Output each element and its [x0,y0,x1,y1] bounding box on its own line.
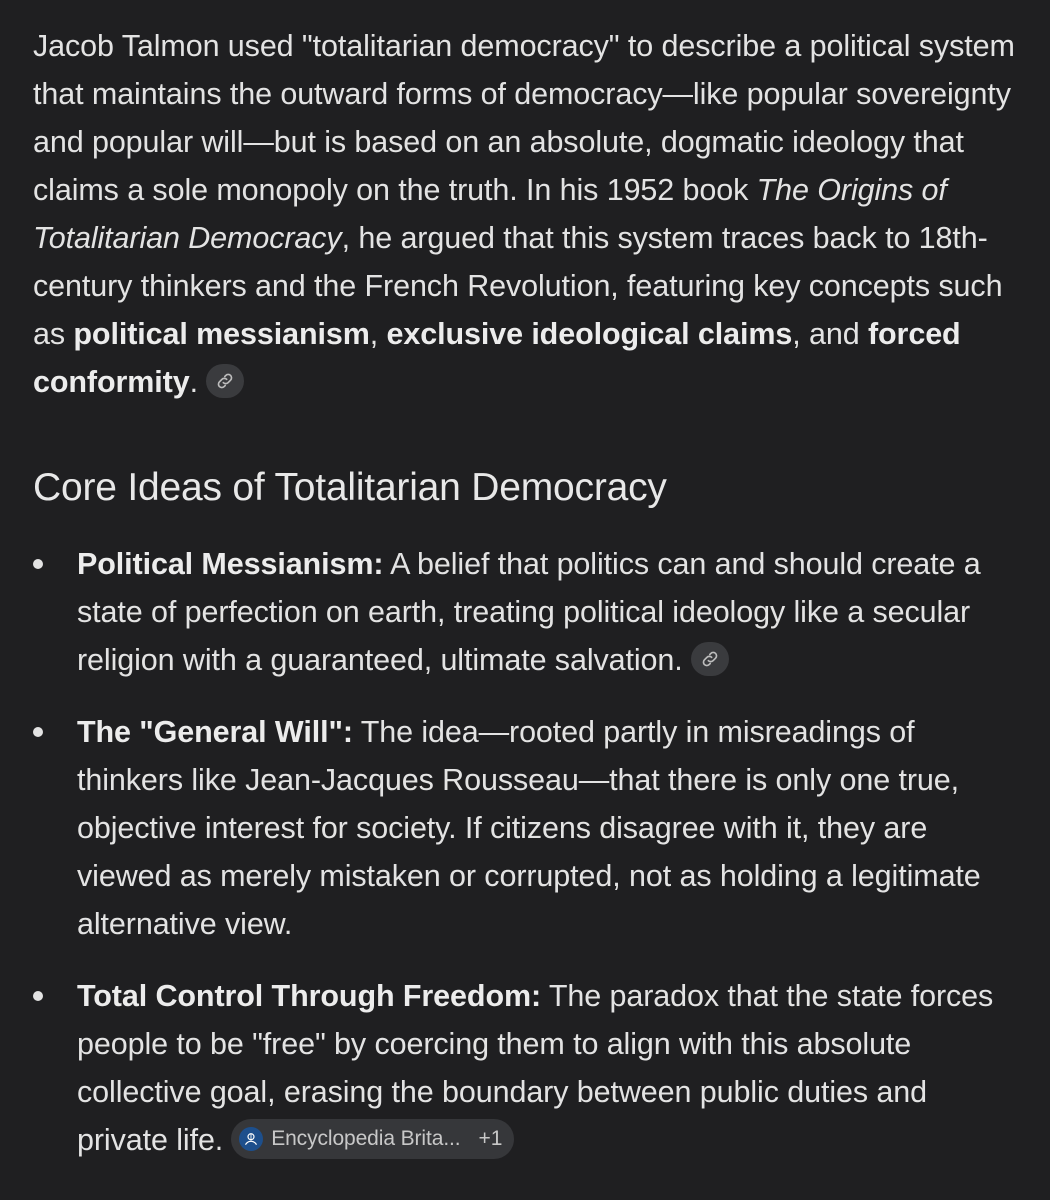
item-text: The idea—rooted partly in misreadings of thinkers like Jean-Jacques Rousseau—that there is only one true, objective interest for society. If citizens disagree with it, they are viewed as merely mistaken or corrupted, not as holding a legitimate alternative view. [77,715,981,941]
intro-separator-2: , and [792,317,868,351]
section-heading: Core Ideas of Totalitarian Democracy [33,466,667,509]
source-more-count: +1 [478,1126,503,1150]
list-item [33,540,1023,684]
bullet [33,727,43,737]
intro-end: . [189,365,198,399]
link-icon [700,649,720,669]
item-text: A belief that politics can and should create a state of perfection on earth, treating political ideology like a secular religion with a guaranteed, ultimate salvation. [77,547,981,677]
response-content [33,22,1023,1188]
intro-text-1: Jacob Talmon used "totalitarian democracy" to describe a political system that maintains the outward forms of democracy—like popular sovereignty and popular will—but is based on an absolute, dogmatic ideology that claims a sole monopoly on the truth. In his 1952 book [33,29,1015,207]
list-item [33,972,1023,1164]
list-item [33,708,1023,948]
link-icon [215,371,235,391]
bullet [33,559,43,569]
item-term: The "General Will": [77,715,353,749]
encyclopedia-britannica-icon [239,1127,263,1151]
core-ideas-list [33,540,1023,1164]
book-title: The Origins of Totalitarian Democracy [33,173,947,255]
item-term: Total Control Through Freedom: [77,979,542,1013]
source-chip[interactable] [231,1119,514,1159]
source-link-button[interactable] [206,364,244,398]
concept-forced-conformity: forced conformity [33,317,961,399]
intro-separator-1: , [369,317,387,351]
intro-paragraph [33,22,1023,406]
source-name: Encyclopedia Brita... [271,1126,461,1150]
item-text: The paradox that the state forces people to be "free" by coercing them to align with this absolute collective goal, erasing the boundary between public duties and private life. [77,979,994,1157]
bullet [33,991,43,1001]
intro-text-2: , he argued that this system traces back to 18th-century thinkers and the French Revolution, featuring key concepts such as [33,221,1003,351]
concept-political-messianism: political messianism [73,317,370,351]
concept-exclusive-claims: exclusive ideological claims [386,317,793,351]
source-link-button[interactable] [691,642,729,676]
item-term: Political Messianism: [77,547,384,581]
